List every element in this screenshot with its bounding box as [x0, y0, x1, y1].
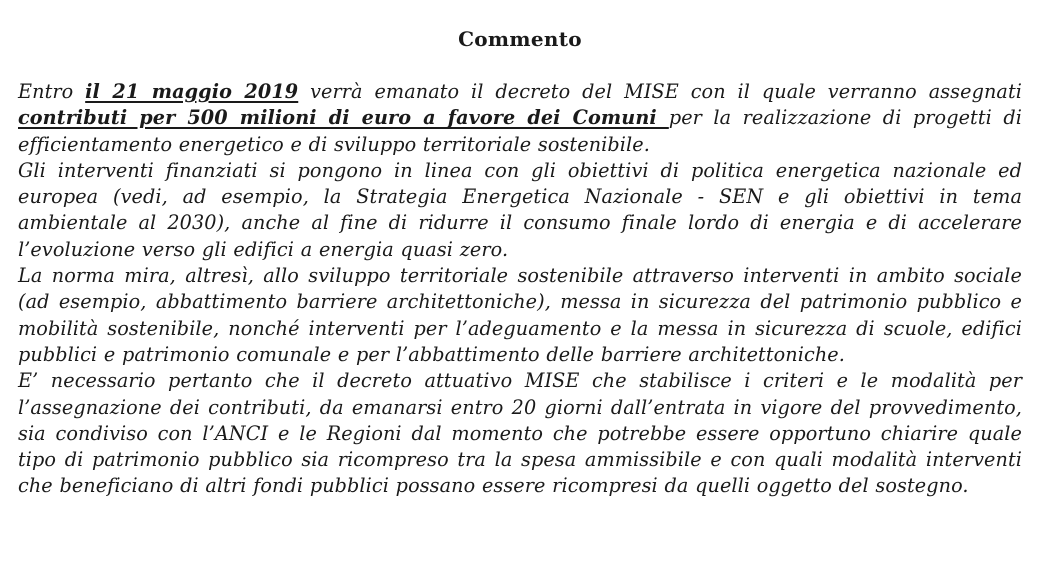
- paragraph-territorial-development: La norma mira, altresì, allo sviluppo territoriale sostenibile attraverso interventi in ambito sociale (ad esempio, abbattimento barriere architettoniche), messa in sicurezza del patrimonio pubblico e mobilità sostenibile, nonché interventi per l’adeguamento e la messa in sicurezza di scuole, edifici pubblici e patrimonio comunale e per l’abbattimento delle barriere architettoniche.: [18, 264, 1022, 366]
- paragraph-decree-announcement: [18, 79, 1022, 158]
- document-title: Commento: [458, 27, 582, 51]
- text-segment: per la realizzazione di progetti di efficientamento energetico e di sviluppo territoriale sostenibile.: [18, 106, 1022, 156]
- text-segment: Entro: [18, 80, 86, 103]
- highlight-funding-amount: contributi per 500 milioni di euro a favore dei Comuni: [18, 106, 669, 130]
- paragraph-energy-objectives: Gli interventi finanziati si pongono in linea con gli obiettivi di politica energetica nazionale ed europea (vedi, ad esempio, la Strategia Energetica Nazionale - SEN e gli obiettivi in tema ambientale al 2030), anche al fine di ridurre il consumo finale lordo di energia e di accelerare l’evoluzione verso gli edifici a energia quasi zero.: [18, 158, 1022, 261]
- paragraph-implementing-decree: E’ necessario pertanto che il decreto attuativo MISE che stabilisce i criteri e le modalità per l’assegnazione dei contributi, da emanarsi entro 20 giorni dall’entrata in vigore del provvedimento, sia condiviso con l’ANCI e le Regioni dal momento che potrebbe essere opportuno chiarire quale tipo di patrimonio pubblico sia ricompreso tra la spesa ammissibile e con quali modalità interventi che beneficiano di altri fondi pubblici possano essere ricompresi da quelli oggetto del sostegno.: [18, 369, 1022, 498]
- highlight-date: il 21 maggio 2019: [85, 80, 299, 103]
- document-body: [18, 79, 1022, 500]
- text-segment: verrà emanato il decreto del MISE con il quale verranno assegnati: [298, 80, 1023, 103]
- document-page: [18, 0, 1022, 500]
